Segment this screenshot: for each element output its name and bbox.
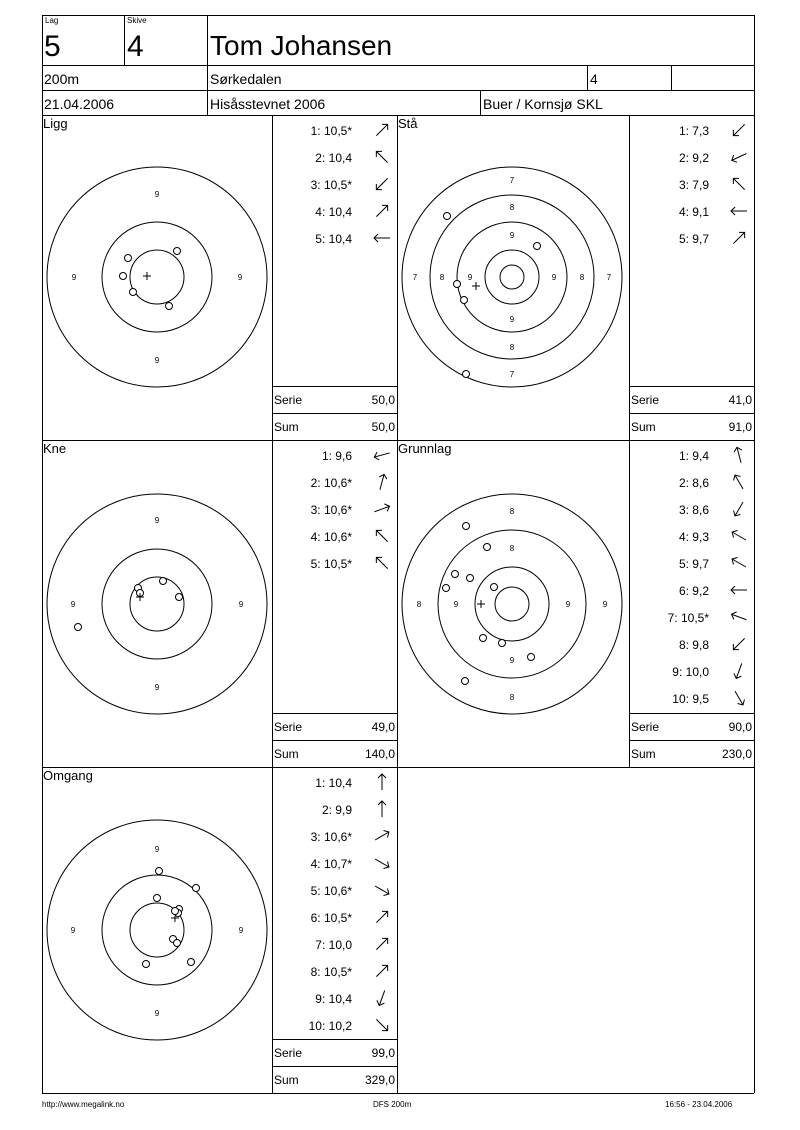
ring-label: 9	[602, 600, 608, 609]
shot-hole	[188, 959, 195, 966]
shot-value: 5: 9,7	[678, 232, 709, 246]
shot-row	[629, 118, 749, 142]
target-ring	[485, 250, 539, 304]
header-divider	[480, 90, 481, 115]
shot-value: 4: 10,6*	[310, 530, 352, 544]
target-ring	[130, 250, 184, 304]
direction-arrow-icon	[729, 580, 749, 600]
shot-value: 5: 10,5*	[310, 557, 352, 571]
shot-hole	[528, 654, 535, 661]
shot-value: 4: 10,4	[315, 205, 352, 219]
direction-arrow-icon	[729, 499, 749, 519]
serie-row-label: Serie	[631, 720, 660, 734]
shot-row	[629, 199, 749, 223]
target-ring	[402, 494, 622, 714]
shot-value: 2: 9,9	[321, 803, 352, 817]
shot-row	[272, 1013, 392, 1037]
shot-value: 1: 10,5*	[310, 124, 352, 138]
direction-arrow-icon	[372, 880, 392, 900]
serie-row-value: 49,0	[371, 720, 395, 734]
shot-row	[629, 497, 749, 521]
shot-hole	[454, 281, 461, 288]
direction-arrow-icon	[372, 853, 392, 873]
shot-value: 1: 9,6	[321, 449, 352, 463]
direction-arrow-icon	[372, 472, 392, 492]
shot-hole	[125, 255, 132, 262]
sum-row-value: 140,0	[364, 747, 395, 761]
direction-arrow-icon	[729, 634, 749, 654]
serie-row-value: 99,0	[371, 1046, 395, 1060]
shot-row	[272, 145, 392, 169]
page-right-border	[754, 15, 755, 1093]
shot-row	[272, 905, 392, 929]
ring-label: 9	[154, 516, 160, 525]
serie-row-label: Serie	[631, 393, 660, 407]
direction-arrow-icon	[729, 553, 749, 573]
target-diagram	[37, 157, 277, 397]
direction-arrow-icon	[729, 201, 749, 221]
shot-value: 9: 10,0	[672, 665, 709, 679]
direction-arrow-icon	[372, 1015, 392, 1035]
sum-row-value: 230,0	[721, 747, 752, 761]
shot-row	[629, 632, 749, 656]
target-ring	[495, 587, 529, 621]
club-name: Buer / Kornsjø SKL	[483, 96, 603, 112]
serie-row	[272, 713, 397, 740]
row-divider	[42, 767, 754, 768]
shot-row	[629, 226, 749, 250]
shot-value: 10: 9,5	[672, 692, 709, 706]
ring-label: 9	[551, 273, 557, 282]
field-value: 4	[590, 71, 598, 87]
target-diagram	[37, 810, 277, 1050]
shot-hole	[463, 371, 470, 378]
header-divider	[42, 65, 754, 66]
ring-label: 9	[154, 1009, 160, 1018]
shot-row	[272, 497, 392, 521]
shot-row	[629, 551, 749, 575]
direction-arrow-icon	[372, 934, 392, 954]
ring-label: 8	[509, 343, 515, 352]
header-top-border	[42, 15, 754, 16]
target-ring	[47, 494, 267, 714]
shot-row	[272, 851, 392, 875]
serie-row	[272, 386, 397, 413]
direction-arrow-icon	[372, 147, 392, 167]
shot-hole	[130, 289, 137, 296]
shot-hole	[491, 584, 498, 591]
shot-value: 3: 10,6*	[310, 503, 352, 517]
serie-row	[629, 386, 754, 413]
ring-label: 7	[606, 273, 612, 282]
direction-arrow-icon	[372, 201, 392, 221]
distance: 200m	[44, 71, 80, 87]
direction-arrow-icon	[372, 988, 392, 1008]
shot-value: 4: 10,7*	[310, 857, 352, 871]
shot-hole	[154, 895, 161, 902]
ring-label: 9	[71, 273, 77, 282]
shot-row	[272, 986, 392, 1010]
ring-label: 8	[509, 693, 515, 702]
ring-label: 9	[154, 356, 160, 365]
direction-arrow-icon	[372, 445, 392, 465]
direction-arrow-icon	[372, 174, 392, 194]
direction-arrow-icon	[372, 228, 392, 248]
shot-hole	[462, 678, 469, 685]
shot-value: 9: 10,4	[315, 992, 352, 1006]
target-ring	[500, 265, 524, 289]
shot-hole	[467, 575, 474, 582]
sum-row	[272, 1066, 397, 1093]
shot-hole	[174, 940, 181, 947]
shot-value: 1: 9,4	[678, 449, 709, 463]
lag-label: Lag	[45, 16, 59, 25]
section-title: Omgang	[43, 768, 93, 783]
section-title: Ligg	[43, 116, 68, 131]
direction-arrow-icon	[372, 907, 392, 927]
ring-label: 8	[439, 273, 445, 282]
shot-row	[272, 524, 392, 548]
shot-value: 8: 10,5*	[310, 965, 352, 979]
shot-hole	[463, 523, 470, 530]
sum-row	[629, 413, 754, 440]
sum-row-label: Sum	[274, 420, 299, 434]
shot-value: 6: 9,2	[678, 584, 709, 598]
target-ring	[102, 222, 212, 332]
serie-row-value: 90,0	[728, 720, 752, 734]
target-diagram	[392, 157, 632, 397]
target-ring	[47, 167, 267, 387]
sum-row	[272, 413, 397, 440]
footer-timestamp: 16:56 - 23.04.2006	[665, 1100, 733, 1109]
direction-arrow-icon	[729, 228, 749, 248]
shot-hole	[484, 544, 491, 551]
serie-row-value: 50,0	[371, 393, 395, 407]
direction-arrow-icon	[372, 799, 392, 819]
shot-value: 8: 9,8	[678, 638, 709, 652]
serie-row-label: Serie	[274, 720, 303, 734]
shot-row	[272, 470, 392, 494]
shot-row	[629, 578, 749, 602]
ring-label: 8	[509, 203, 515, 212]
sum-row	[272, 740, 397, 767]
serie-row-label: Serie	[274, 1046, 303, 1060]
target-ring	[430, 195, 594, 359]
shot-row	[629, 145, 749, 169]
skive-label: Skive	[127, 16, 147, 25]
shot-row	[272, 770, 392, 794]
serie-row	[272, 1039, 397, 1066]
shot-value: 2: 10,4	[315, 151, 352, 165]
direction-arrow-icon	[372, 553, 392, 573]
direction-arrow-icon	[729, 120, 749, 140]
sum-row	[629, 740, 754, 767]
shot-hole	[443, 585, 450, 592]
ring-label: 8	[509, 507, 515, 516]
shot-row	[272, 172, 392, 196]
shot-hole	[172, 908, 179, 915]
ring-label: 9	[509, 656, 515, 665]
target-ring	[475, 567, 549, 641]
shot-value: 5: 10,6*	[310, 884, 352, 898]
section-title: Kne	[43, 441, 67, 456]
shot-hole	[174, 248, 181, 255]
shot-row	[272, 797, 392, 821]
direction-arrow-icon	[729, 147, 749, 167]
direction-arrow-icon	[729, 445, 749, 465]
shot-value: 3: 7,9	[678, 178, 709, 192]
direction-arrow-icon	[729, 661, 749, 681]
ring-label: 7	[509, 370, 515, 379]
ring-label: 9	[154, 845, 160, 854]
shot-hole	[75, 624, 82, 631]
ring-label: 9	[453, 600, 459, 609]
direction-arrow-icon	[372, 826, 392, 846]
ring-label: 9	[238, 600, 244, 609]
shot-hole	[143, 961, 150, 968]
ring-label: 9	[238, 926, 244, 935]
shot-row	[272, 226, 392, 250]
ring-label: 9	[70, 600, 76, 609]
ring-label: 9	[70, 926, 76, 935]
page-bottom-border	[42, 1093, 754, 1094]
shot-hole	[156, 868, 163, 875]
shot-value: 2: 8,6	[678, 476, 709, 490]
shot-row	[272, 118, 392, 142]
shot-hole	[452, 571, 459, 578]
shot-row	[629, 443, 749, 467]
sum-row-label: Sum	[631, 420, 656, 434]
direction-arrow-icon	[372, 526, 392, 546]
shot-row	[629, 605, 749, 629]
header-divider	[207, 15, 208, 115]
shot-value: 3: 10,6*	[310, 830, 352, 844]
direction-arrow-icon	[372, 499, 392, 519]
sum-row-value: 50,0	[371, 420, 395, 434]
ring-label: 9	[154, 190, 160, 199]
event-name: Hisåsstevnet 2006	[210, 96, 326, 112]
shot-value: 2: 10,6*	[310, 476, 352, 490]
shot-hole	[193, 885, 200, 892]
section-title: Stå	[398, 116, 418, 131]
header-divider	[671, 65, 672, 90]
target-diagram	[37, 484, 277, 724]
sum-row-label: Sum	[631, 747, 656, 761]
shot-hole	[499, 640, 506, 647]
direction-arrow-icon	[729, 607, 749, 627]
serie-row	[629, 713, 754, 740]
shot-hole	[480, 635, 487, 642]
shot-value: 5: 9,7	[678, 557, 709, 571]
shot-value: 1: 7,3	[678, 124, 709, 138]
shot-row	[272, 932, 392, 956]
date: 21.04.2006	[44, 96, 115, 112]
place: Sørkedalen	[210, 71, 282, 87]
shot-hole	[160, 578, 167, 585]
shot-hole	[534, 243, 541, 250]
shot-hole	[444, 213, 451, 220]
ring-label: 9	[565, 600, 571, 609]
direction-arrow-icon	[729, 472, 749, 492]
shot-value: 7: 10,0	[315, 938, 352, 952]
ring-label: 8	[579, 273, 585, 282]
ring-label: 7	[412, 273, 418, 282]
shot-row	[272, 443, 392, 467]
lag-value: 5	[44, 30, 61, 63]
ring-label: 9	[237, 273, 243, 282]
header-divider	[42, 90, 754, 91]
ring-label: 9	[509, 231, 515, 240]
header-divider	[587, 65, 588, 90]
sum-row-label: Sum	[274, 1073, 299, 1087]
ring-label: 9	[154, 683, 160, 692]
shot-row	[629, 524, 749, 548]
skive-value: 4	[127, 30, 144, 63]
shot-value: 10: 10,2	[308, 1019, 352, 1033]
shot-value: 5: 10,4	[315, 232, 352, 246]
direction-arrow-icon	[372, 772, 392, 792]
ring-label: 9	[467, 273, 473, 282]
shot-hole	[176, 594, 183, 601]
shot-row	[272, 878, 392, 902]
header-divider	[124, 15, 125, 65]
shot-value: 4: 9,1	[678, 205, 709, 219]
shot-row	[629, 172, 749, 196]
shot-value: 3: 8,6	[678, 503, 709, 517]
shot-hole	[461, 297, 468, 304]
shot-value: 4: 9,3	[678, 530, 709, 544]
sum-row-value: 329,0	[364, 1073, 395, 1087]
shot-row	[272, 959, 392, 983]
ring-label: 8	[416, 600, 422, 609]
ring-label: 9	[509, 315, 515, 324]
target-diagram	[392, 484, 632, 724]
shot-hole	[120, 273, 127, 280]
sum-row-value: 91,0	[728, 420, 752, 434]
serie-row-value: 41,0	[728, 393, 752, 407]
direction-arrow-icon	[729, 174, 749, 194]
shot-row	[629, 686, 749, 710]
section-title: Grunnlag	[398, 441, 452, 456]
shot-row	[272, 199, 392, 223]
shot-value: 1: 10,4	[315, 776, 352, 790]
ring-label: 8	[509, 544, 515, 553]
footer-center: DFS 200m	[373, 1100, 412, 1109]
sum-row-label: Sum	[274, 747, 299, 761]
direction-arrow-icon	[372, 961, 392, 981]
direction-arrow-icon	[729, 526, 749, 546]
target-ring	[102, 549, 212, 659]
shot-value: 2: 9,2	[678, 151, 709, 165]
shot-row	[272, 551, 392, 575]
shot-row	[629, 470, 749, 494]
shot-hole	[166, 303, 173, 310]
shot-row	[629, 659, 749, 683]
serie-row-label: Serie	[274, 393, 303, 407]
shot-value: 3: 10,5*	[310, 178, 352, 192]
direction-arrow-icon	[729, 688, 749, 708]
shooter-name: Tom Johansen	[210, 30, 393, 61]
target-ring	[402, 167, 622, 387]
shot-value: 7: 10,5*	[667, 611, 709, 625]
shot-value: 6: 10,5*	[310, 911, 352, 925]
direction-arrow-icon	[372, 120, 392, 140]
shot-row	[272, 824, 392, 848]
footer-url: http://www.megalink.no	[42, 1100, 125, 1109]
ring-label: 7	[509, 176, 515, 185]
